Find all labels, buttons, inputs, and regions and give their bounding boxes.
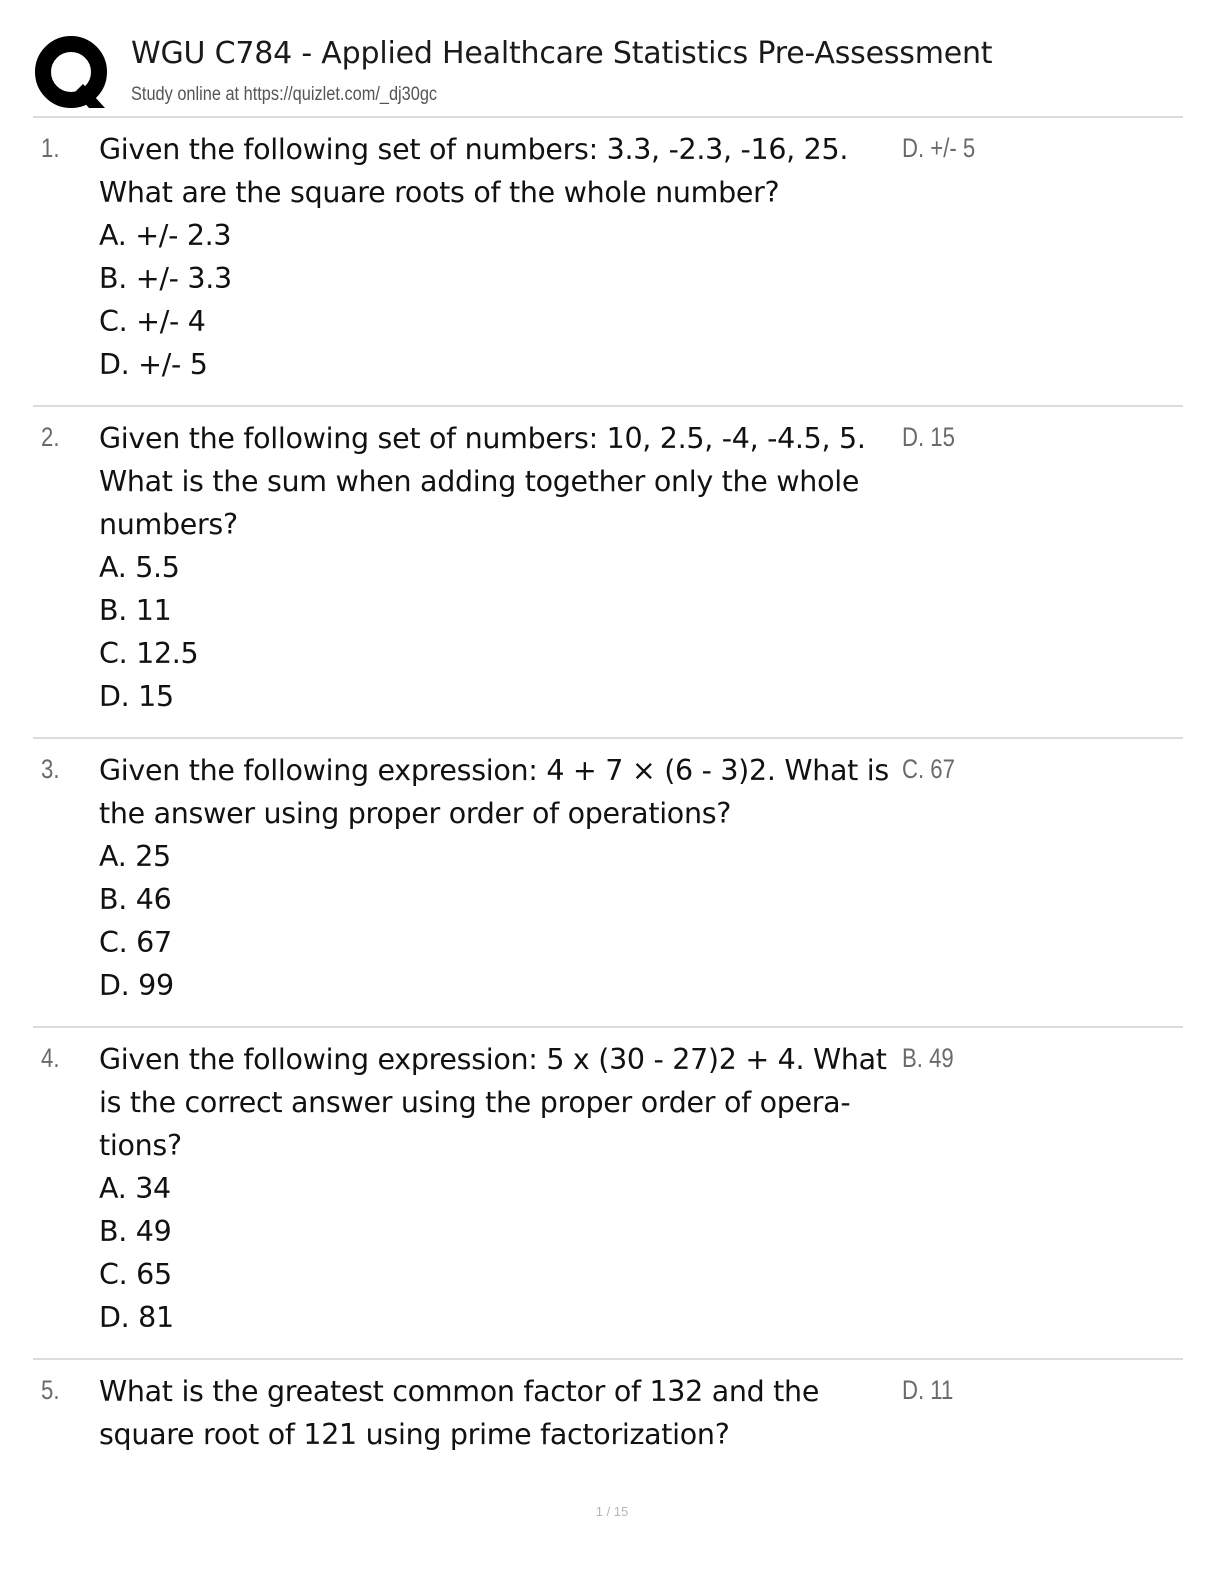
divider <box>33 1358 1183 1360</box>
question-line: Given the following set of numbers: 10, 2.5, -4, -4.5, 5. <box>99 422 866 455</box>
divider <box>33 737 1183 739</box>
question-line: tions? <box>99 1129 182 1162</box>
question-text <box>99 1370 907 1456</box>
answer-option-a: A. 34 <box>99 1172 171 1205</box>
answer-option-a: A. 25 <box>99 840 171 873</box>
question-line: Given the following expression: 5 x (30 - 27)2 + 4. What <box>99 1043 887 1076</box>
answer-option-b: B. 46 <box>99 883 172 916</box>
question-line: the answer using proper order of operations? <box>99 797 732 830</box>
page-number: 1 / 15 <box>595 1504 629 1519</box>
answer-option-d: D. +/- 5 <box>99 348 208 381</box>
question-text <box>99 128 907 386</box>
question-line: What is the greatest common factor of 132 and the <box>99 1375 820 1408</box>
correct-answer: D. +/- 5 <box>902 133 976 163</box>
question-item-5 <box>33 1370 1183 1460</box>
answer-option-d: D. 99 <box>99 969 174 1002</box>
question-item-3 <box>33 749 1183 1011</box>
page-title: WGU C784 - Applied Healthcare Statistics Pre-Assessment <box>131 36 993 71</box>
page-header <box>33 30 1183 116</box>
correct-answer: C. 67 <box>902 754 955 784</box>
answer-option-b: B. +/- 3.3 <box>99 262 232 295</box>
answer-option-d: D. 81 <box>99 1301 174 1334</box>
question-number: 4. <box>41 1043 60 1073</box>
answer-option-c: C. 65 <box>99 1258 172 1291</box>
answer-option-d: D. 15 <box>99 680 174 713</box>
answer-option-b: B. 49 <box>99 1215 172 1248</box>
correct-answer: D. 15 <box>902 422 955 452</box>
correct-answer: D. 11 <box>902 1375 954 1405</box>
question-line: Given the following set of numbers: 3.3, -2.3, -16, 25. <box>99 133 849 166</box>
divider <box>33 116 1183 118</box>
study-online-link[interactable]: Study online at https://quizlet.com/_dj30gc <box>131 84 438 105</box>
question-number: 1. <box>41 133 60 163</box>
quizlet-logo-icon <box>33 34 113 114</box>
divider <box>33 1026 1183 1028</box>
divider <box>33 405 1183 407</box>
question-text <box>99 749 907 1007</box>
question-item-4 <box>33 1038 1183 1343</box>
answer-option-c: C. 67 <box>99 926 172 959</box>
answer-option-a: A. 5.5 <box>99 551 180 584</box>
question-line: numbers? <box>99 508 238 541</box>
question-item-1 <box>33 128 1183 390</box>
answer-option-b: B. 11 <box>99 594 172 627</box>
question-line: square root of 121 using prime factorization? <box>99 1418 730 1451</box>
correct-answer: B. 49 <box>902 1043 954 1073</box>
question-number: 3. <box>41 754 60 784</box>
question-item-2 <box>33 417 1183 722</box>
answer-option-c: C. +/- 4 <box>99 305 206 338</box>
answer-option-a: A. +/- 2.3 <box>99 219 232 252</box>
question-line: is the correct answer using the proper order of opera- <box>99 1086 851 1119</box>
question-number: 5. <box>41 1375 60 1405</box>
question-text <box>99 1038 907 1339</box>
answer-option-c: C. 12.5 <box>99 637 199 670</box>
question-line: Given the following expression: 4 + 7 × (6 - 3)2. What is <box>99 754 889 787</box>
question-number: 2. <box>41 422 60 452</box>
question-text <box>99 417 907 718</box>
question-line: What are the square roots of the whole number? <box>99 176 780 209</box>
question-line: What is the sum when adding together only the whole <box>99 465 860 498</box>
